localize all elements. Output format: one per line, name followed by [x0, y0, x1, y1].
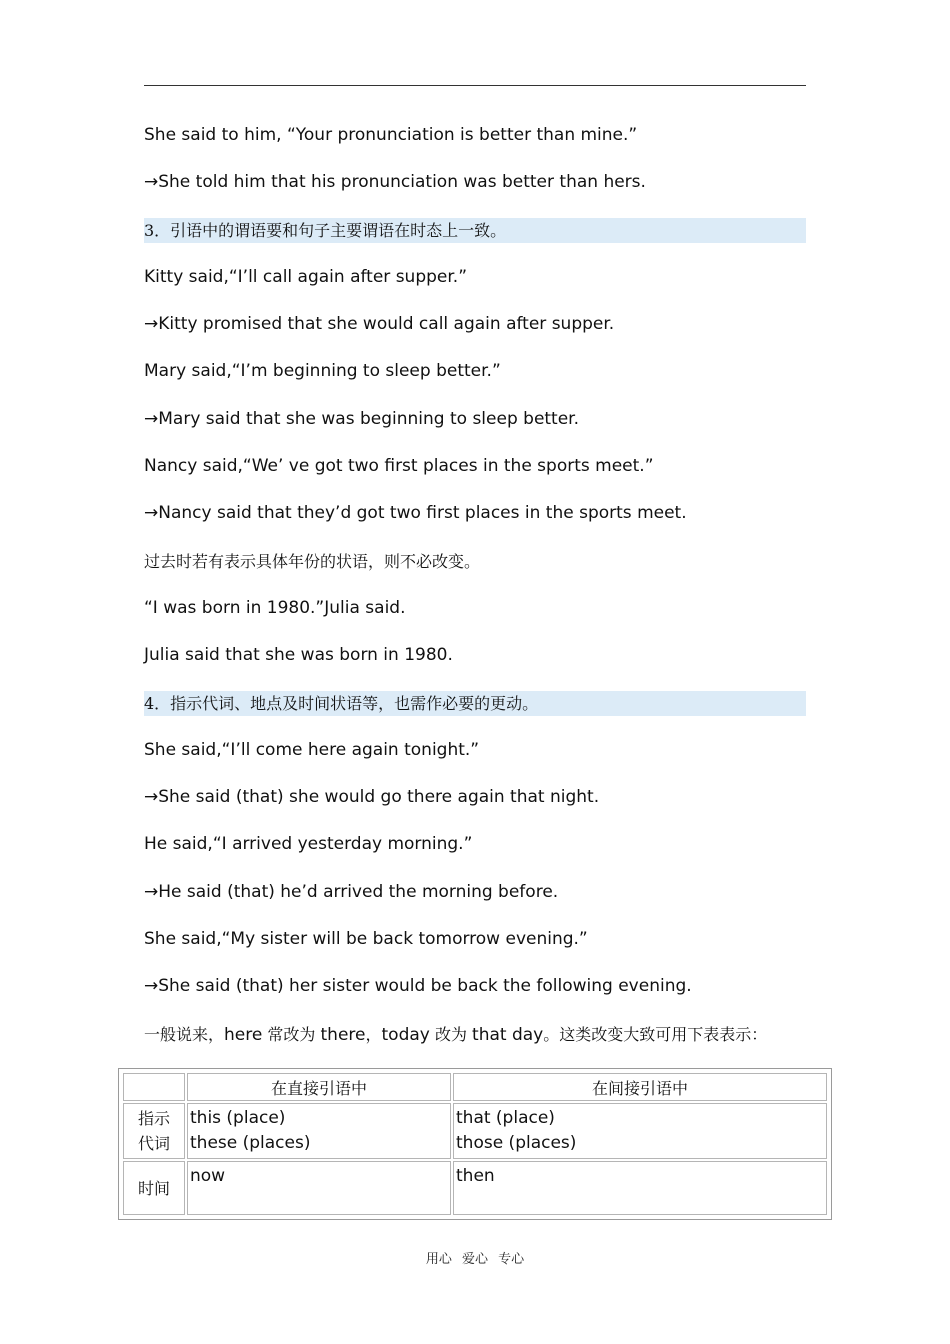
paragraph-line: Julia said that she was born in 1980.	[144, 645, 453, 666]
table-cell: that (place) those (places)	[453, 1103, 827, 1159]
table-header-cell	[123, 1073, 185, 1101]
paragraph-line: She said,“I’ll come here again tonight.”	[144, 739, 480, 760]
paragraph-line: Kitty said,“I’ll call again after supper.”	[144, 266, 468, 287]
paragraph-line: →She said (that) she would go there again that night.	[144, 787, 600, 808]
summary-line: 一般说来，here 常改为 there，today 改为 that day。这类改变大致可用下表表示：	[144, 1024, 768, 1045]
paragraph-line: He said,“I arrived yesterday morning.”	[144, 834, 473, 855]
table-cell: now	[187, 1161, 451, 1215]
table-header-cell: 在间接引语中	[453, 1073, 827, 1101]
section-heading: 3．引语中的谓语要和句子主要谓语在时态上一致。	[144, 207, 806, 254]
document-body	[144, 112, 806, 1058]
page-footer: 用心 爱心 专心	[425, 1252, 525, 1267]
paragraph-line: →She said (that) her sister would be back the following evening.	[144, 976, 692, 997]
header-rule	[144, 85, 806, 86]
table-cell: then	[453, 1161, 827, 1215]
paragraph-line: →He said (that) he’d arrived the morning before.	[144, 881, 559, 902]
paragraph-line: →Mary said that she was beginning to sleep better.	[144, 408, 580, 429]
row-label: 时间	[123, 1161, 185, 1215]
table-row	[123, 1161, 827, 1215]
paragraph-line: Nancy said,“We’ ve got two first places in the sports meet.”	[144, 456, 654, 477]
paragraph-line: “I was born in 1980.”Julia said.	[144, 597, 406, 618]
table-cell: this (place) these (places)	[187, 1103, 451, 1159]
paragraph-line: →Nancy said that they’d got two first places in the sports meet.	[144, 503, 687, 524]
paragraph-line: 过去时若有表示具体年份的状语，则不必改变。	[144, 551, 481, 571]
paragraph-line: She said,“My sister will be back tomorrow evening.”	[144, 929, 588, 950]
conversion-table	[118, 1068, 832, 1220]
paragraph-line: She said to him, “Your pronunciation is better than mine.”	[144, 125, 638, 145]
section-heading: 4．指示代词、地点及时间状语等，也需作必要的更动。	[144, 680, 806, 727]
table-header-cell: 在直接引语中	[187, 1073, 451, 1101]
row-label: 指示 代词	[123, 1103, 185, 1159]
paragraph-line: →Kitty promised that she would call again after supper.	[144, 314, 615, 335]
paragraph-line: Mary said,“I’m beginning to sleep better.”	[144, 361, 501, 382]
paragraph-line: →She told him that his pronunciation was better than hers.	[144, 172, 646, 193]
table-header-row	[123, 1073, 827, 1101]
table-row	[123, 1103, 827, 1159]
